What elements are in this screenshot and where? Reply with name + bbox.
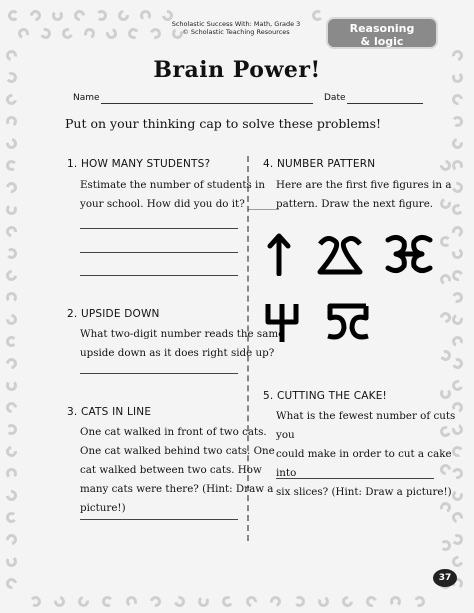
problem-5-line: six slices? (Hint: Draw a picture!) (276, 486, 452, 498)
swirl-decoration (317, 595, 331, 609)
swirl-decoration (139, 9, 151, 21)
swirl-decoration (148, 594, 163, 609)
swirl-decoration (5, 511, 17, 523)
swirl-decoration (4, 532, 19, 547)
problem-5-line: could make in order to cut a cake into (276, 448, 452, 479)
problem-4-line: Here are the first five figures in a (276, 179, 452, 191)
swirl-decoration (438, 500, 452, 514)
swirl-decoration (450, 92, 465, 107)
problem-2-line: What two-digit number reads the same (80, 328, 285, 340)
swirl-decoration (364, 594, 379, 609)
swirl-decoration (116, 8, 131, 23)
swirl-decoration (38, 26, 52, 40)
swirl-decoration (450, 268, 465, 283)
swirl-decoration (450, 224, 465, 239)
swirl-decoration (5, 203, 17, 215)
swirl-decoration (4, 136, 19, 151)
swirl-decoration (450, 180, 465, 195)
swirl-decoration (244, 594, 259, 609)
swirl-decoration (4, 92, 19, 107)
problem-3-line: One cat walked in front of two cats. (80, 426, 267, 438)
swirl-decoration (104, 26, 119, 41)
swirl-decoration (4, 356, 20, 372)
swirl-decoration (6, 424, 18, 436)
credit-line-2: © Scholastic Teaching Resources (182, 28, 290, 36)
swirl-decoration (4, 312, 20, 328)
swirl-decoration (6, 292, 18, 304)
swirl-decoration (451, 533, 464, 546)
problem-1-line: Estimate the number of students in (80, 179, 265, 191)
swirl-decoration (4, 180, 19, 195)
problem-2-text (80, 325, 284, 363)
swirl-decoration (268, 594, 283, 609)
swirl-decoration (450, 378, 465, 393)
swirl-decoration (16, 26, 30, 40)
topic-tab (326, 17, 438, 49)
swirl-decoration (293, 595, 305, 607)
swirl-decoration (197, 595, 209, 607)
swirl-decoration (438, 348, 452, 362)
problem-1-line: your school. How did you do it? ______ (80, 198, 279, 210)
swirl-decoration (450, 356, 464, 370)
swirl-decoration (450, 334, 464, 348)
swirl-decoration (451, 115, 464, 128)
swirl-decoration (340, 594, 355, 609)
problem-4-line: pattern. Draw the next figure. (276, 198, 434, 210)
swirl-decoration (4, 488, 19, 503)
swirl-decoration (451, 203, 465, 217)
swirl-decoration (6, 380, 17, 391)
swirl-decoration (311, 9, 323, 21)
answer-line[interactable] (80, 275, 238, 276)
publisher-credit (166, 20, 306, 36)
pattern-figure-1 (266, 232, 292, 276)
swirl-decoration (72, 8, 88, 24)
swirl-decoration (172, 594, 187, 609)
name-field[interactable] (101, 103, 313, 104)
swirl-decoration (125, 595, 138, 608)
answer-line[interactable] (80, 519, 238, 520)
problem-3-line: cat walked between two cats. How (80, 464, 262, 476)
swirl-decoration (450, 290, 464, 304)
problem-3-heading: 3. CATS IN LINE (67, 406, 152, 418)
swirl-decoration (413, 595, 427, 609)
swirl-decoration (29, 595, 42, 608)
answer-line[interactable] (80, 373, 238, 374)
swirl-decoration (440, 540, 451, 551)
swirl-decoration (440, 388, 451, 399)
swirl-decoration (450, 312, 465, 327)
swirl-decoration (4, 576, 19, 591)
pattern-figure-4 (262, 300, 302, 344)
swirl-decoration (450, 510, 465, 525)
problem-5-line: What is the fewest number of cuts you (276, 410, 456, 441)
swirl-decoration (440, 236, 451, 247)
swirl-decoration (4, 444, 20, 460)
page-number: 37 (433, 569, 457, 587)
swirl-decoration (6, 248, 18, 260)
problem-2-line: upside down as it does right side up? (80, 347, 275, 359)
swirl-decoration (438, 158, 454, 174)
problem-4-text (276, 176, 451, 214)
swirl-decoration (76, 594, 91, 609)
swirl-decoration (52, 594, 67, 609)
swirl-decoration (451, 159, 464, 172)
problem-5-heading: 5. CUTTING THE CAKE! (263, 390, 387, 402)
problem-3-line: many cats were there? (Hint: Draw a (80, 483, 274, 495)
topic-tab-line-2: & logic (360, 35, 404, 48)
problem-2-heading: 2. UPSIDE DOWN (67, 308, 160, 320)
swirl-decoration (438, 310, 454, 326)
swirl-decoration (83, 27, 97, 41)
problem-1-heading: 1. HOW MANY STUDENTS? (67, 158, 211, 170)
swirl-decoration (6, 336, 17, 347)
swirl-decoration (450, 136, 465, 151)
answer-line[interactable] (276, 478, 434, 479)
swirl-decoration (52, 10, 63, 21)
swirl-decoration (221, 595, 234, 608)
pattern-figure-5 (324, 300, 372, 344)
swirl-decoration (5, 555, 18, 568)
swirl-decoration (4, 224, 19, 239)
problem-5-text (276, 407, 474, 502)
swirl-decoration (450, 554, 465, 569)
swirl-decoration (8, 10, 19, 21)
instructions: Put on your thinking cap to solve these problems! (65, 116, 382, 131)
problem-3-text (80, 423, 275, 518)
swirl-decoration (390, 596, 402, 608)
swirl-decoration (4, 268, 20, 284)
answer-line[interactable] (80, 228, 238, 229)
answer-line[interactable] (80, 252, 238, 253)
swirl-decoration (4, 400, 20, 416)
pattern-figure-3 (384, 232, 434, 276)
date-field[interactable] (347, 103, 423, 104)
swirl-decoration (5, 159, 18, 172)
swirl-decoration (5, 115, 18, 128)
name-label: Name (73, 93, 100, 103)
topic-tab-line-1: Reasoning (349, 22, 415, 35)
swirl-decoration (96, 10, 108, 22)
swirl-decoration (101, 595, 114, 608)
page-title: Brain Power! (153, 57, 321, 83)
swirl-decoration (127, 27, 141, 41)
swirl-decoration (438, 272, 452, 286)
swirl-decoration (451, 247, 465, 261)
pattern-figure-2 (316, 232, 364, 276)
problem-3-line: picture!) (80, 502, 126, 514)
problem-4-heading: 4. NUMBER PATTERN (263, 158, 376, 170)
swirl-decoration (28, 8, 44, 24)
problem-3-line: One cat walked behind two cats. One (80, 445, 275, 457)
swirl-decoration (6, 468, 18, 480)
swirl-decoration (60, 26, 75, 41)
date-label: Date (324, 93, 346, 103)
swirl-decoration (148, 26, 163, 41)
credit-line-1: Scholastic Success With: Math, Grade 3 (171, 20, 301, 28)
problem-1-text (80, 176, 279, 214)
